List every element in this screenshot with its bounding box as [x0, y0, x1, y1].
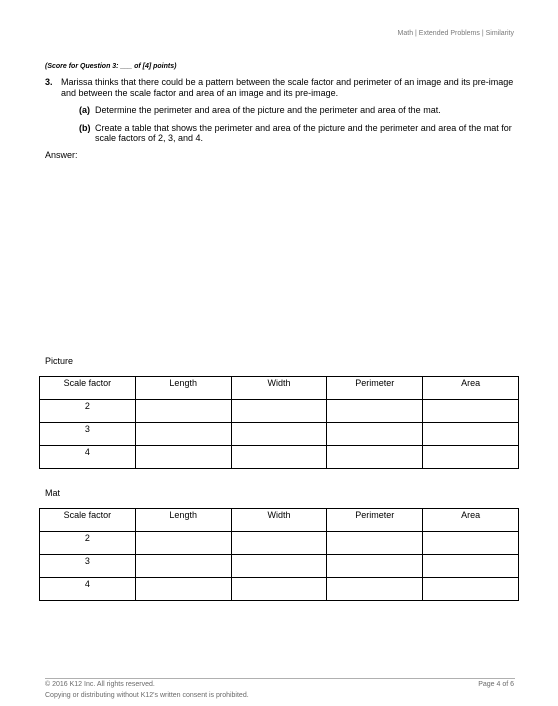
- running-header: Math | Extended Problems | Similarity: [397, 30, 514, 37]
- mat-table: [39, 508, 519, 601]
- header-length: Length: [135, 509, 231, 532]
- header-width: Width: [231, 509, 327, 532]
- area-cell[interactable]: [423, 578, 519, 601]
- scale-factor-cell: 4: [40, 446, 136, 469]
- scale-factor-cell: 2: [40, 532, 136, 555]
- footer-copyright: © 2016 K12 Inc. All rights reserved.: [45, 681, 155, 688]
- scale-factor-cell: 4: [40, 578, 136, 601]
- scale-factor-cell: 3: [40, 423, 136, 446]
- table-header-row: [40, 509, 519, 532]
- footer-notice: Copying or distributing without K12's written consent is prohibited.: [45, 692, 249, 699]
- width-cell[interactable]: [231, 578, 327, 601]
- perimeter-cell[interactable]: [327, 555, 423, 578]
- width-cell[interactable]: [231, 446, 327, 469]
- table-row: [40, 446, 519, 469]
- scale-factor-cell: 2: [40, 400, 136, 423]
- width-cell[interactable]: [231, 532, 327, 555]
- area-cell[interactable]: [423, 446, 519, 469]
- area-cell[interactable]: [423, 532, 519, 555]
- table-row: [40, 423, 519, 446]
- picture-table: [39, 376, 519, 469]
- header-width: Width: [231, 377, 327, 400]
- length-cell[interactable]: [135, 578, 231, 601]
- mat-table-caption: Mat: [45, 488, 61, 498]
- area-cell[interactable]: [423, 400, 519, 423]
- width-cell[interactable]: [231, 555, 327, 578]
- header-perimeter: Perimeter: [327, 509, 423, 532]
- perimeter-cell[interactable]: [327, 446, 423, 469]
- area-cell[interactable]: [423, 555, 519, 578]
- part-a-label: (a): [79, 105, 90, 115]
- question-number: 3.: [45, 77, 53, 87]
- answer-label: Answer:: [45, 150, 78, 160]
- width-cell[interactable]: [231, 423, 327, 446]
- perimeter-cell[interactable]: [327, 400, 423, 423]
- score-line: (Score for Question 3: ___ of [4] points): [45, 63, 177, 70]
- scale-factor-cell: 3: [40, 555, 136, 578]
- header-scale-factor: Scale factor: [40, 509, 136, 532]
- perimeter-cell[interactable]: [327, 423, 423, 446]
- header-length: Length: [135, 377, 231, 400]
- table-header-row: [40, 377, 519, 400]
- header-area: Area: [423, 377, 519, 400]
- part-b-label: (b): [79, 123, 91, 133]
- width-cell[interactable]: [231, 400, 327, 423]
- length-cell[interactable]: [135, 446, 231, 469]
- length-cell[interactable]: [135, 555, 231, 578]
- part-b-text: Create a table that shows the perimeter and area of the picture and the perimeter and area of the mat for scale factors of 2, 3, and 4.: [95, 123, 512, 143]
- header-area: Area: [423, 509, 519, 532]
- perimeter-cell[interactable]: [327, 532, 423, 555]
- table-row: [40, 400, 519, 423]
- length-cell[interactable]: [135, 423, 231, 446]
- picture-table-caption: Picture: [45, 356, 74, 366]
- page-number: Page 4 of 6: [478, 681, 514, 688]
- header-scale-factor: Scale factor: [40, 377, 136, 400]
- length-cell[interactable]: [135, 532, 231, 555]
- table-row: [40, 578, 519, 601]
- area-cell[interactable]: [423, 423, 519, 446]
- header-perimeter: Perimeter: [327, 377, 423, 400]
- part-a-text: Determine the perimeter and area of the picture and the perimeter and area of the mat.: [95, 105, 441, 115]
- table-row: [40, 532, 519, 555]
- footer-divider: [45, 678, 515, 679]
- question-text: Marissa thinks that there could be a pattern between the scale factor and perimeter of an image and its pre-image and between the scale factor and area of an image and its pre-image.: [61, 77, 514, 98]
- length-cell[interactable]: [135, 400, 231, 423]
- perimeter-cell[interactable]: [327, 578, 423, 601]
- table-row: [40, 555, 519, 578]
